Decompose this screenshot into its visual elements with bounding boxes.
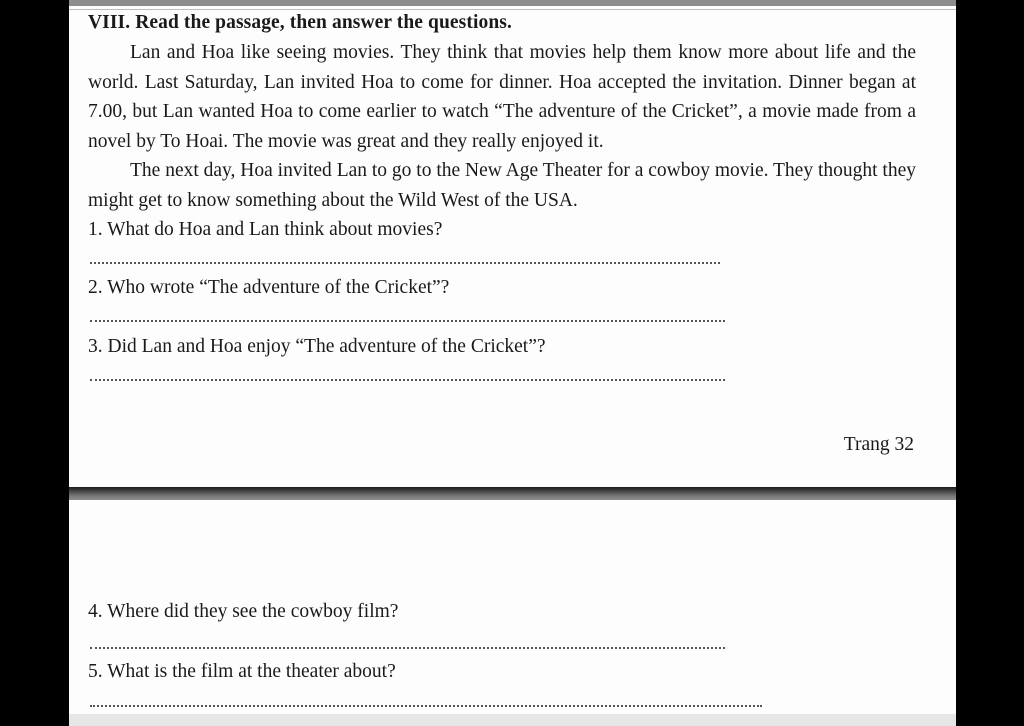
answer-line-2 [90, 320, 725, 322]
document-page-top [69, 0, 956, 487]
document-page-bottom [69, 500, 956, 726]
question-4: 4. Where did they see the cowboy film? [88, 601, 399, 622]
answer-line-5 [90, 705, 762, 707]
page-top-rule [69, 9, 956, 10]
answer-line-1 [90, 262, 720, 264]
answer-line-4 [90, 647, 725, 649]
exercise-heading: VIII. Read the passage, then answer the questions. [88, 12, 512, 33]
answer-line-3 [90, 379, 725, 381]
question-1: 1. What do Hoa and Lan think about movies? [88, 219, 443, 240]
question-3: 3. Did Lan and Hoa enjoy “The adventure of the Cricket”? [88, 336, 546, 357]
passage-paragraph: The next day, Hoa invited Lan to go to the New Age Theater for a cowboy movie. They thought they might get to know something about the Wild West of the USA. [88, 160, 916, 211]
page-break-shadow [69, 487, 956, 500]
page-number: Trang 32 [843, 434, 914, 455]
question-2: 2. Who wrote “The adventure of the Cricket”? [88, 277, 450, 298]
passage-paragraph: Lan and Hoa like seeing movies. They think that movies help them know more about life and the world. Last Saturday, Lan invited Hoa to come for dinner. Hoa accepted the invitation. Dinner began at 7.00, but Lan wanted Hoa to come earlier to watch “The adventure of the Cricket”, a movie made from a novel by To Hoai. The movie was great and they really enjoyed it. [88, 42, 916, 152]
question-5: 5. What is the film at the theater about? [88, 661, 396, 682]
